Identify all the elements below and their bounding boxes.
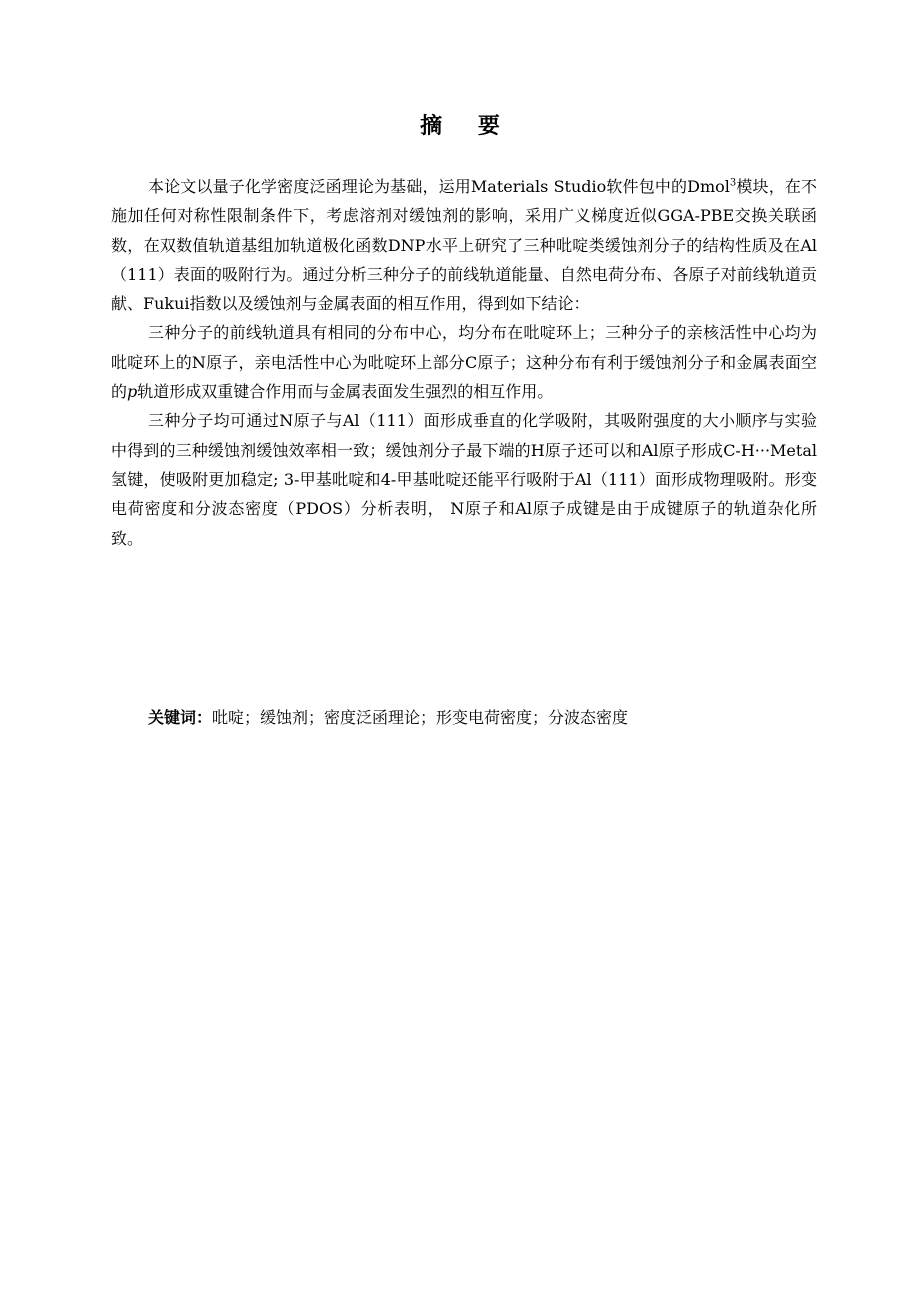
abstract-paragraph-2 — [111, 318, 817, 406]
paragraph-2-text-b: 轨道形成双重键合作用而与金属表面发生强烈的相互作用。 — [137, 382, 554, 402]
keywords-value: 吡啶；缓蚀剂；密度泛函理论；形变电荷密度；分波态密度 — [212, 708, 629, 727]
paragraph-2-text-a: 三种分子的前线轨道具有相同的分布中心，均分布在吡啶环上；三种分子的亲核活性中心均为吡啶环上的N原子，亲电活性中心为吡啶环上部分C原子；这种分布有利于缓蚀剂分子和金属表面空的 — [111, 323, 817, 402]
abstract-title: 摘 要 — [420, 114, 514, 139]
paragraph-1-text-b: 模块，在不施加任何对称性限制条件下，考虑溶剂对缓蚀剂的影响，采用广义梯度近似GGA-PBE交换关联函数，在双数值轨道基组加轨道极化函数DNP水平上研究了三种吡啶类缓蚀剂分子的结构性质及在Al（111）表面的吸附行为。通过分析三种分子的前线轨道能量、自然电荷分布、各原子对前线轨道贡献、Fukui指数以及缓蚀剂与金属表面的相互作用，得到如下结论： — [111, 177, 817, 314]
paragraph-2-italic: p — [127, 382, 138, 402]
keywords-line — [148, 705, 628, 731]
abstract-body — [111, 172, 817, 553]
paragraph-1-text-a: 本论文以量子化学密度泛函理论为基础，运用Materials Studio软件包中的Dmol — [148, 177, 730, 196]
paragraph-1-superscript: 3 — [729, 177, 737, 189]
keywords-label: 关键词： — [148, 708, 213, 727]
abstract-paragraph-1 — [111, 172, 817, 318]
abstract-paragraph-3: 三种分子均可通过N原子与Al（111）面形成垂直的化学吸附，其吸附强度的大小顺序与实验中得到的三种缓蚀剂缓蚀效率相一致；缓蚀剂分子最下端的H原子还可以和Al原子形成C-H···Metal氢键，使吸附更加稳定; 3-甲基吡啶和4-甲基吡啶还能平行吸附于Al（111）面形成物理吸附。形变电荷密度和分波态密度（PDOS）分析表明， N原子和Al原子成键是由于成键原子的轨道杂化所致。 — [111, 411, 817, 548]
